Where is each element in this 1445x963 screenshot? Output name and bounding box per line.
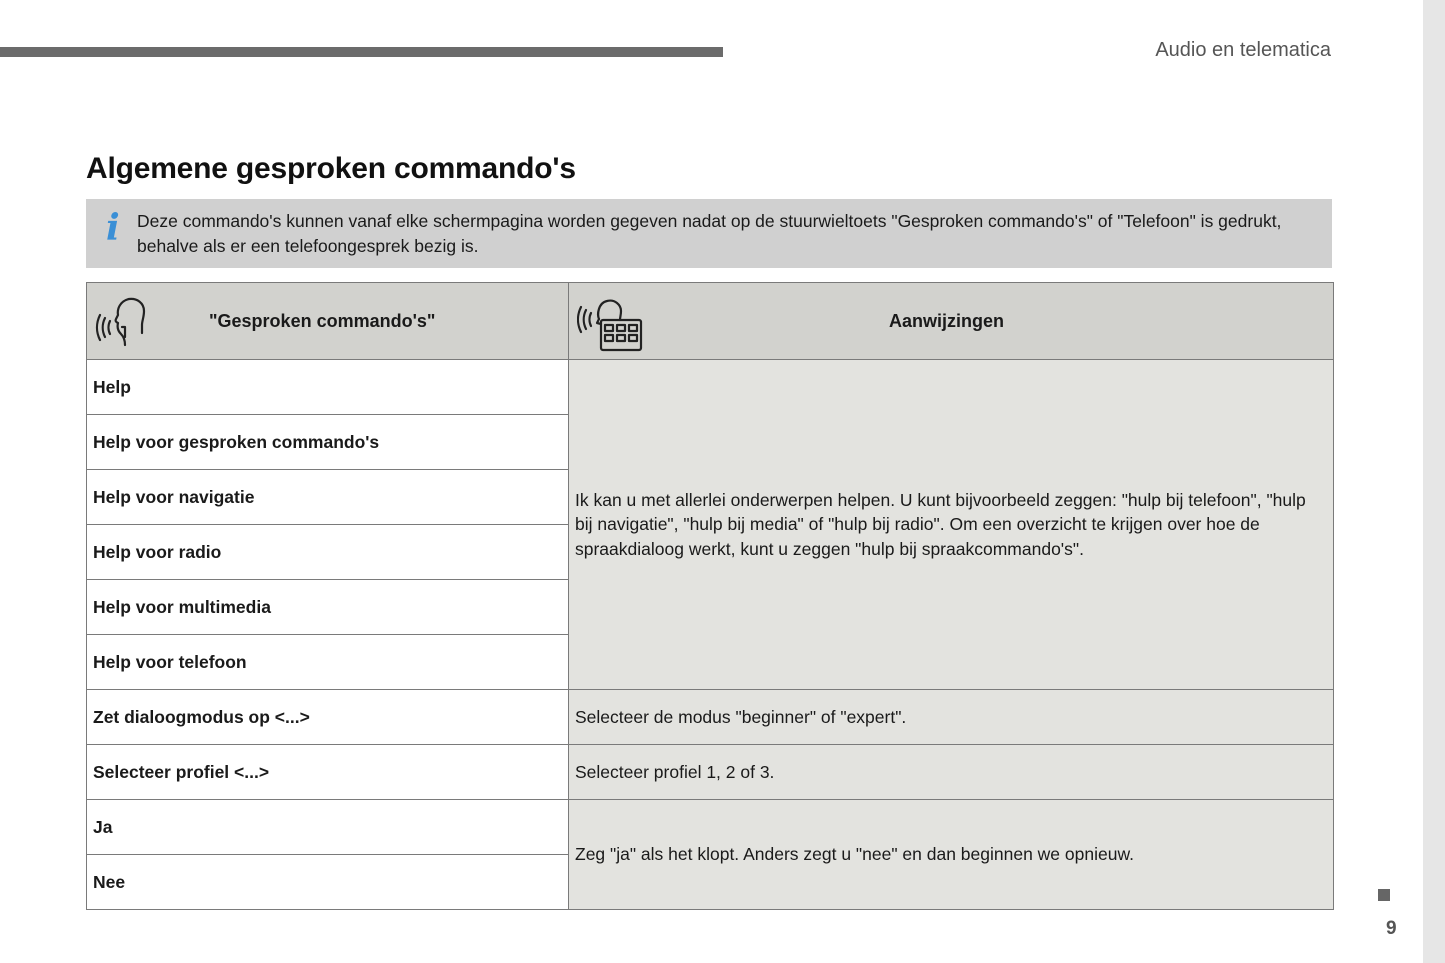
command-cell: Help voor telefoon (87, 635, 569, 690)
description-cell-confirm: Zeg "ja" als het klopt. Anders zegt u "nee" en dan beginnen we opnieuw. (569, 800, 1334, 910)
section-title: Audio en telematica (1155, 39, 1331, 61)
commands-header-label: "Gesproken commando's" (209, 310, 436, 331)
command-cell: Help voor multimedia (87, 580, 569, 635)
info-box (86, 199, 1332, 268)
table-row (87, 360, 1334, 415)
command-cell: Help voor radio (87, 525, 569, 580)
voice-commands-table (86, 282, 1334, 910)
page-number: 9 (1386, 918, 1397, 939)
table-row (87, 800, 1334, 855)
command-cell: Help voor navigatie (87, 470, 569, 525)
voice-screen-icon (577, 293, 645, 360)
instructions-header-label: Aanwijzingen (889, 310, 1005, 331)
command-cell: Selecteer profiel <...> (87, 745, 569, 800)
page-edge-strip (1423, 0, 1445, 963)
description-cell-help: Ik kan u met allerlei onderwerpen helpen. U kunt bijvoorbeeld zeggen: "hulp bij telefoon", "hulp bij navigatie", "hulp bij media" of "hulp bij radio". Om een overzicht te krijgen over hoe de spraakdialoog werkt, kunt u zeggen "hulp bij spraakcommando's". (569, 360, 1334, 690)
command-cell: Help (87, 360, 569, 415)
command-cell: Ja (87, 800, 569, 855)
info-text: Deze commando's kunnen vanaf elke schermpagina worden gegeven nadat op de stuurwieltoets "Gesproken commando's" of "Telefoon" is gedrukt, behalve als er een telefoongesprek bezig is. (137, 211, 1282, 256)
instructions-column-header (569, 283, 1334, 360)
command-cell: Nee (87, 855, 569, 910)
page-title: Algemene gesproken commando's (86, 152, 576, 185)
command-cell: Zet dialoogmodus op <...> (87, 690, 569, 745)
table-row (87, 690, 1334, 745)
description-cell-profile: Selecteer profiel 1, 2 of 3. (569, 745, 1334, 800)
table-header-row (87, 283, 1334, 360)
speaking-head-icon (95, 293, 151, 354)
end-of-section-marker (1378, 889, 1390, 901)
header-rule (0, 47, 723, 57)
table-row (87, 745, 1334, 800)
info-icon: i (106, 207, 120, 249)
commands-column-header (87, 283, 569, 360)
command-cell: Help voor gesproken commando's (87, 415, 569, 470)
description-cell-dialog-mode: Selecteer de modus "beginner" of "expert". (569, 690, 1334, 745)
